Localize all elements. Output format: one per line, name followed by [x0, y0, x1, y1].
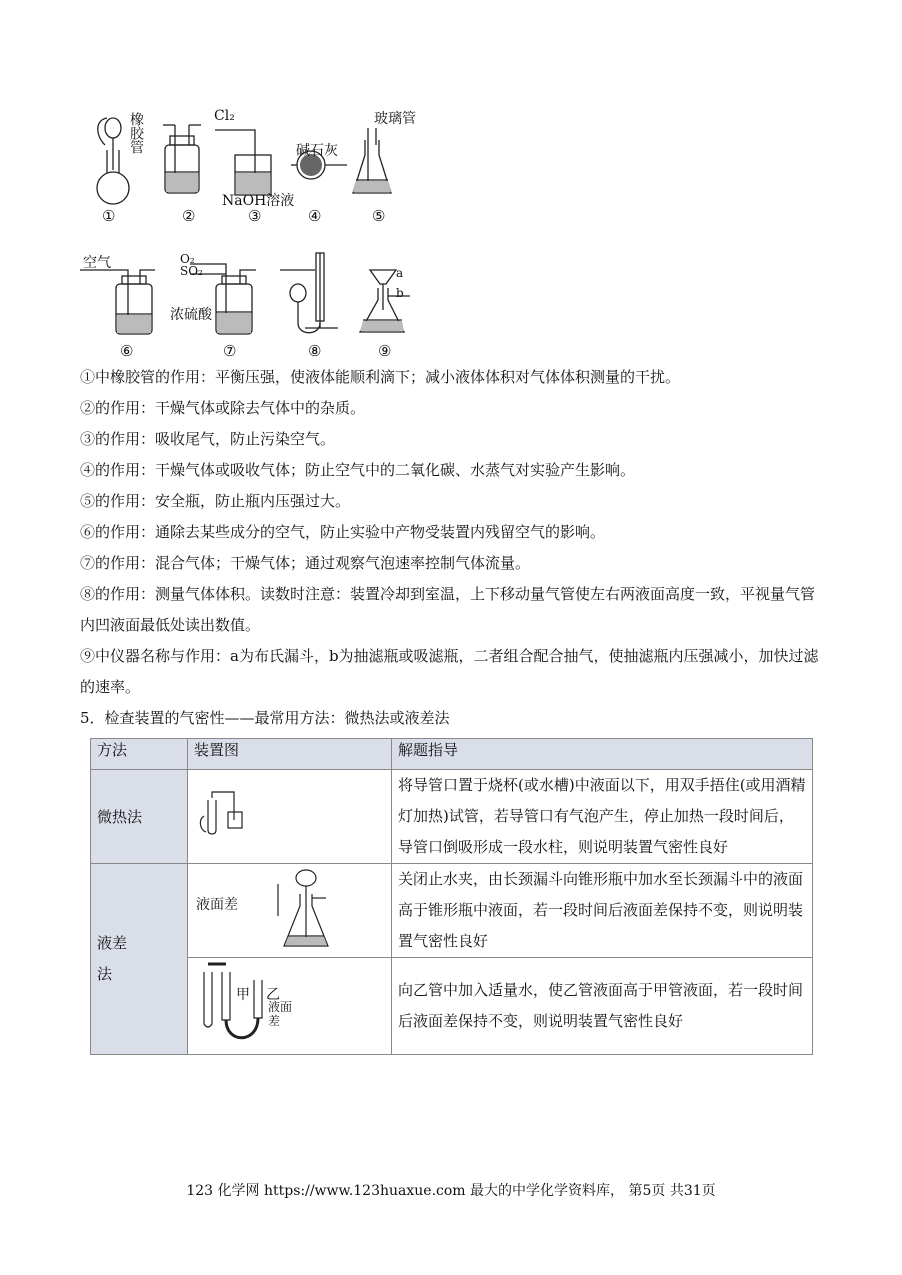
paragraph-4: ④的作用：干燥气体或吸收气体；防止空气中的二氧化碳、水蒸气对实验产生影响。: [80, 461, 636, 479]
label-cl2: Cl₂: [214, 108, 235, 124]
diagram-number-6: ⑥: [120, 342, 134, 360]
diagram-number-7: ⑦: [223, 342, 237, 360]
guide-cell: 关闭止水夹，由长颈漏斗向锥形瓶中加水至长颈漏斗中的液面高于锥形瓶中液面，若一段时间后液面差保持不变，则说明装置气密性良好: [392, 864, 813, 958]
label-level-diff-1: 液面差: [196, 897, 238, 913]
paragraph-6: ⑥的作用：通除去某些成分的空气，防止实验中产物受装置内残留空气的影响。: [80, 523, 606, 541]
diagram-number-5: ⑤: [372, 207, 386, 225]
diagram-number-2: ②: [182, 207, 196, 225]
table-row: [91, 958, 813, 1055]
flask-drawing: [248, 866, 368, 956]
guide-cell: 向乙管中加入适量水，使乙管液面高于甲管液面，若一段时间后液面差保持不变，则说明装置气密性良好: [392, 958, 813, 1055]
diagram-number-1: ①: [102, 207, 116, 225]
paragraph-1: ①中橡胶管的作用：平衡压强，使液体能顺利滴下；减小液体体积对气体体积测量的干扰。: [80, 368, 681, 386]
label-a: a: [396, 266, 404, 280]
paragraph-8: ⑧的作用：测量气体体积。读数时注意：装置冷却到室温，上下移动量气管使左右两液面高度一致，平视量气管内凹液面最低处读出数值。: [80, 585, 816, 634]
label-air: 空气: [83, 255, 111, 271]
diagram-cell-u-tube: [188, 958, 392, 1055]
label-rubber-tube: 橡胶管: [128, 112, 144, 154]
header-guide: 解题指导: [392, 739, 813, 770]
table-header-row: [91, 739, 813, 770]
label-o2: O₂: [180, 252, 195, 266]
paragraph-3: ③的作用：吸收尾气，防止污染空气。: [80, 430, 336, 448]
page-footer: 123 化学网 https://www.123huaxue.com 最大的中学化学资料库， 第5页 共31页: [186, 1183, 716, 1199]
method-liquid-diff: 液差法: [97, 934, 128, 983]
apparatus-row-2-drawing: [80, 248, 420, 343]
table-row: [91, 864, 813, 958]
diagram-number-8: ⑧: [308, 342, 322, 360]
paragraph-9: ⑨中仪器名称与作用：a为布氏漏斗，b为抽滤瓶或吸滤瓶，二者组合配合抽气，使抽滤瓶内压强减小，加快过滤的速率。: [80, 647, 819, 696]
label-conc-h2so4: 浓硫酸: [170, 307, 212, 323]
airtightness-table: [90, 738, 813, 1055]
method-cell: 微热法: [91, 770, 188, 864]
table-row: [91, 770, 813, 864]
label-jia: 甲: [236, 987, 250, 1003]
diagram-number-9: ⑨: [378, 342, 392, 360]
section-title: 5．检查装置的气密性——最常用方法：微热法或液差法: [80, 709, 450, 727]
heating-method-drawing: [194, 790, 254, 850]
paragraph-2: ②的作用：干燥气体或除去气体中的杂质。: [80, 399, 366, 417]
paragraph-7: ⑦的作用：混合气体；干燥气体；通过观察气泡速率控制气体流量。: [80, 554, 531, 572]
apparatus-row-2: [80, 248, 420, 343]
label-soda-lime: 碱石灰: [296, 143, 338, 159]
header-diagram: 装置图: [188, 739, 392, 770]
label-level-diff-2: 液面差: [268, 1000, 293, 1028]
diagram-cell-flask: [188, 864, 392, 958]
label-naoh: NaOH溶液: [222, 193, 295, 209]
diagram-number-3: ③: [248, 207, 262, 225]
paragraph-5: ⑤的作用：安全瓶，防止瓶内压强过大。: [80, 492, 351, 510]
diagram-cell-heating: [188, 770, 392, 864]
label-glass-tube: 玻璃管: [374, 111, 416, 127]
header-method: 方法: [91, 739, 188, 770]
diagram-number-4: ④: [308, 207, 322, 225]
label-b: b: [396, 286, 404, 300]
label-yi: 乙: [266, 987, 280, 1003]
label-so2: SO₂: [180, 264, 203, 278]
method-cell: [91, 864, 188, 1055]
guide-cell: 将导管口置于烧杯(或水槽)中液面以下，用双手捂住(或用酒精灯加热)试管，若导管口有气泡产生，停止加热一段时间后，导管口倒吸形成一段水柱，则说明装置气密性良好: [392, 770, 813, 864]
